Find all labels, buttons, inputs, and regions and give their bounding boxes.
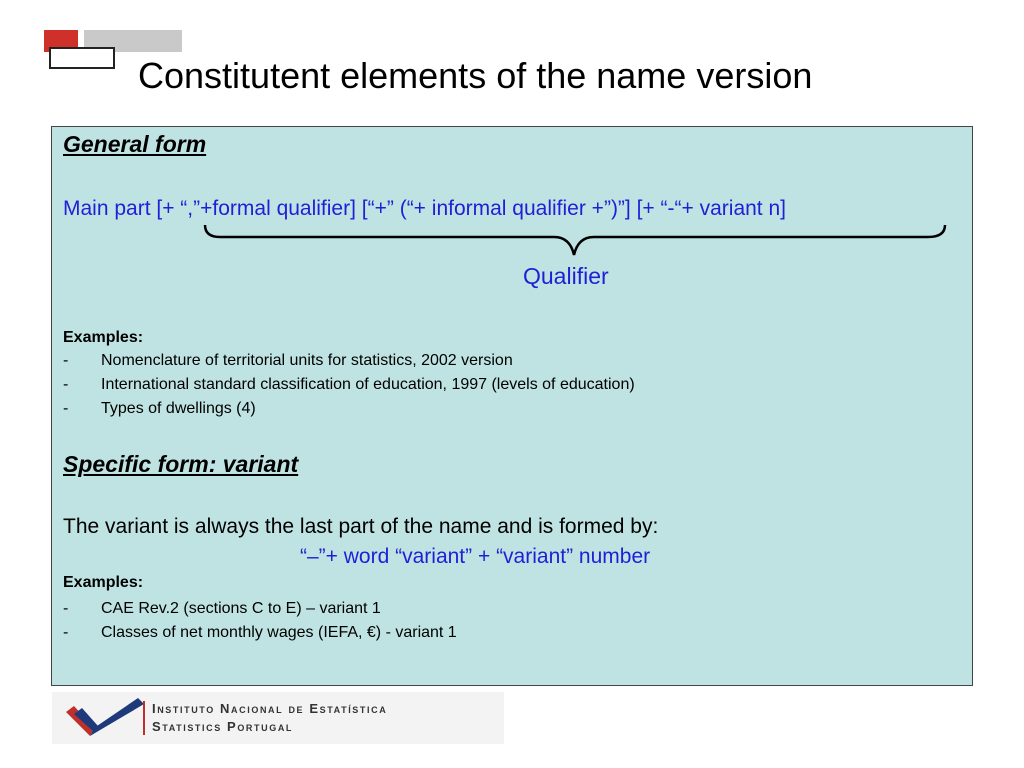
general-form-heading: General form [63,131,207,157]
list-item-text: Nomenclature of territorial units for statistics, 2002 version [101,352,513,369]
specific-examples-label: Examples: [63,574,144,591]
institute-subtitle: Statistics Portugal [152,719,294,734]
list-item [63,397,635,421]
list-item-text: Classes of net monthly wages (IEFA, €) - variant 1 [101,624,457,641]
list-item [63,621,457,645]
list-item [63,349,635,373]
list-item-text: International standard classification of education, 1997 (levels of education) [101,376,635,393]
qualifier-brace [202,221,948,261]
slide-title: Constitutent elements of the name version [138,55,813,96]
content-box [51,126,973,686]
list-marker: - [63,600,69,617]
specific-form-formula: “–”+ word “variant” + “variant” number [300,545,651,568]
list-marker: - [63,624,69,641]
decorative-outline-box [49,47,115,69]
list-marker: - [63,352,69,369]
list-marker: - [63,376,69,393]
footer-logo-area [52,692,504,744]
ine-checkmark-logo-icon [64,696,146,742]
general-examples-list [63,349,635,421]
logo-divider [143,701,145,735]
general-form-formula: Main part [+ “,”+formal qualifier] [“+” (“+ informal qualifier +”)”] [+ “-“+ variant n] [63,197,786,220]
specific-form-description: The variant is always the last part of the name and is formed by: [63,515,659,538]
specific-form-heading: Specific form: variant [63,451,299,477]
list-item [63,597,457,621]
list-item-text: CAE Rev.2 (sections C to E) – variant 1 [101,600,381,617]
specific-examples-list [63,597,457,645]
institute-name: Instituto Nacional de Estatística [152,701,388,716]
list-marker: - [63,400,69,417]
qualifier-label: Qualifier [523,263,609,289]
general-examples-label: Examples: [63,329,144,346]
list-item [63,373,635,397]
list-item-text: Types of dwellings (4) [101,400,256,417]
